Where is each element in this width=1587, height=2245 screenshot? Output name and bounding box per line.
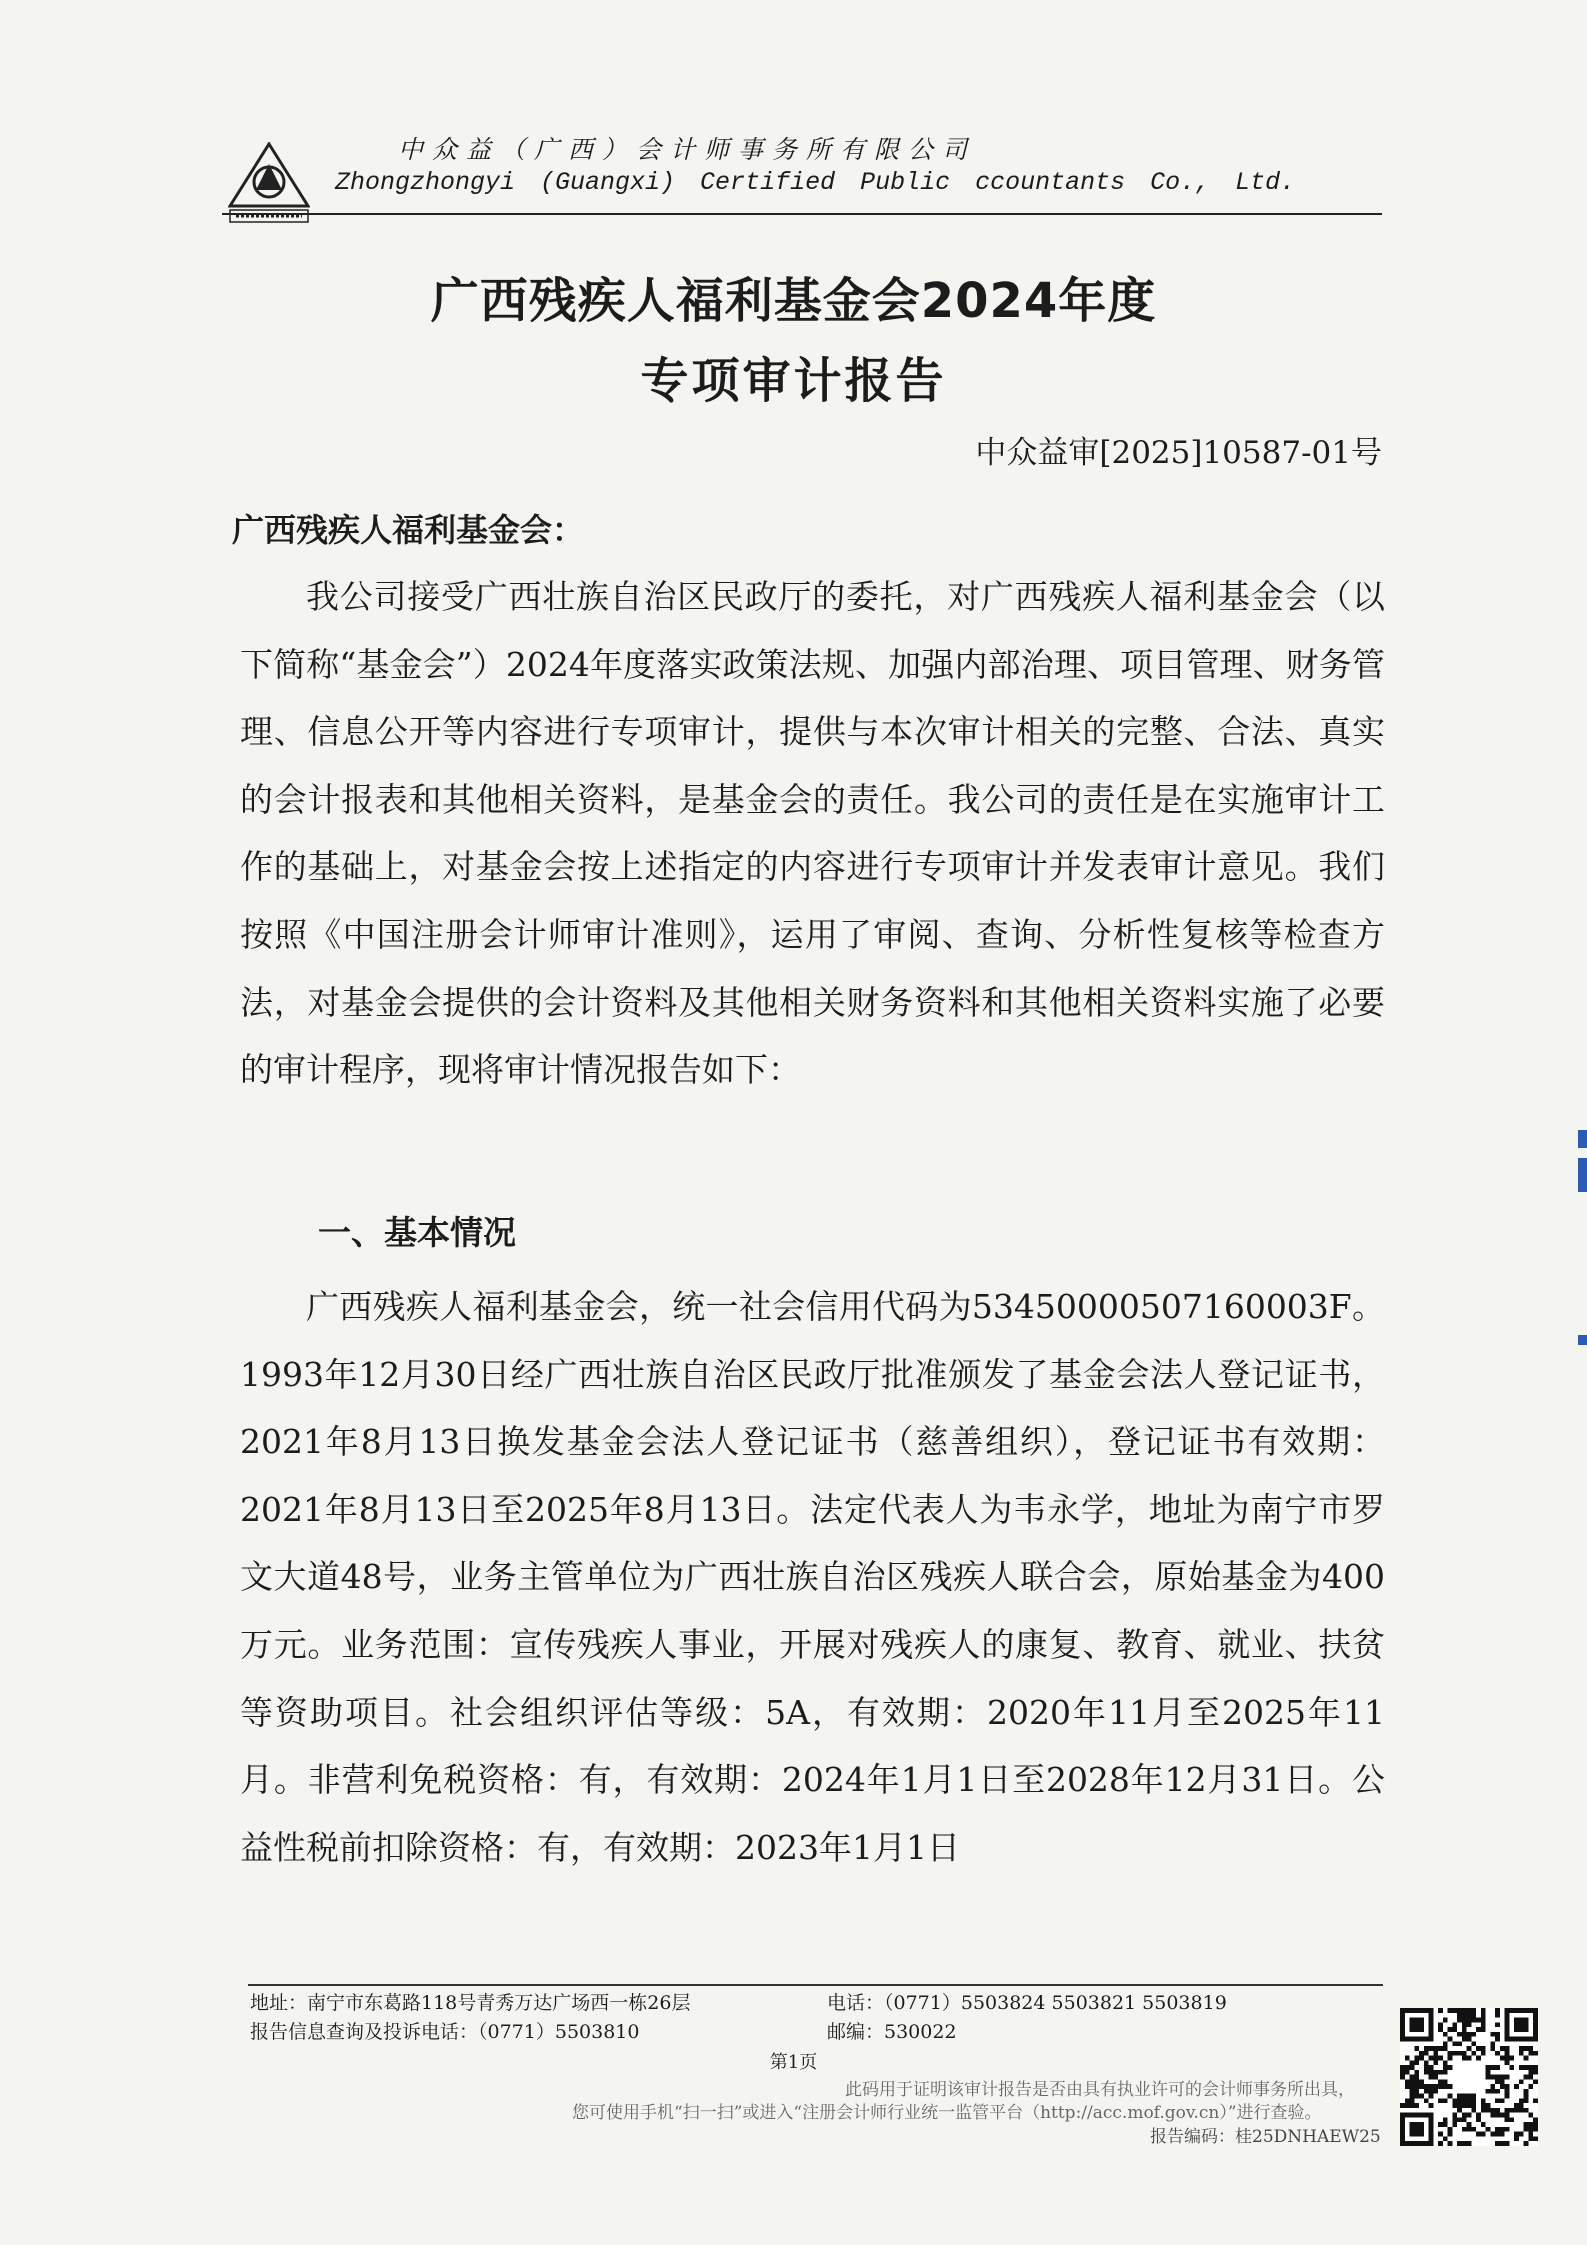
- footer-phone: 电话：（0771）5503824 5503821 5503819: [827, 1992, 1227, 2014]
- qr-code-icon[interactable]: [1400, 2008, 1538, 2146]
- report-title-line2: 专项审计报告: [640, 353, 947, 409]
- page-number: 第1页: [769, 2052, 818, 2073]
- intro-section: [240, 563, 1385, 1104]
- header-divider: [222, 213, 1382, 215]
- scan-edge-mark: [1578, 1130, 1587, 1148]
- footer-address: 地址：南宁市东葛路118号青秀万达广场西一栋26层: [250, 1992, 691, 2014]
- firm-logo-icon: [228, 142, 310, 224]
- scan-edge-mark: [1578, 1335, 1587, 1345]
- report-title-line1: 广西残疾人福利基金会2024年度: [430, 273, 1157, 329]
- report-code: 报告编码：桂25DNHAEW25: [1150, 2127, 1381, 2147]
- verification-note-line2: 您可使用手机“扫一扫”或进入“注册会计师行业统一监管平台（http://acc.mof.gov.cn）”进行查验。: [572, 2103, 1322, 2123]
- footer-complaint-phone: 报告信息查询及投诉电话：（0771）5503810: [250, 2021, 640, 2043]
- basic-info-section: [240, 1273, 1385, 1881]
- footer-postcode: 邮编：530022: [827, 2021, 957, 2043]
- report-number: 中众益审[2025]10587-01号: [975, 435, 1382, 471]
- section-heading-basic-info: 一、基本情况: [318, 1213, 516, 1252]
- verification-note-line1: 此码用于证明该审计报告是否由具有执业许可的会计师事务所出具，: [845, 2080, 1355, 2100]
- firm-name-chinese: 中众益（广西）会计师事务所有限公司: [398, 135, 977, 164]
- basic-info-paragraph: 广西残疾人福利基金会，统一社会信用代码为53450000507160003F。1993年12月30日经广西壮族自治区民政厅批准颁发了基金会法人登记证书，2021年8月13日换发基金会法人登记证书（慈善组织），登记证书有效期：2021年8月13日至2025年8月13日。法定代表人为韦永学，地址为南宁市罗文大道48号，业务主管单位为广西壮族自治区残疾人联合会，原始基金为400万元。业务范围：宣传残疾人事业，开展对残疾人的康复、教育、就业、扶贫等资助项目。社会组织评估等级：5A，有效期：2020年11月至2025年11月。非营利免税资格：有，有效期：2024年1月1日至2028年12月31日。公益性税前扣除资格：有，有效期：2023年1月1日: [240, 1287, 1385, 1867]
- footer-divider: [248, 1984, 1383, 1986]
- scan-edge-mark: [1578, 1158, 1587, 1192]
- intro-paragraph: 我公司接受广西壮族自治区民政厅的委托，对广西残疾人福利基金会（以下简称“基金会”）2024年度落实政策法规、加强内部治理、项目管理、财务管理、信息公开等内容进行专项审计，提供与本次审计相关的完整、合法、真实的会计报表和其他相关资料，是基金会的责任。我公司的责任是在实施审计工作的基础上，对基金会按上述指定的内容进行专项审计并发表审计意见。我们按照《中国注册会计师审计准则》，运用了审阅、查询、分析性复核等检查方法，对基金会提供的会计资料及其他相关财务资料和其他相关资料实施了必要的审计程序，现将审计情况报告如下：: [240, 577, 1385, 1090]
- addressee: 广西残疾人福利基金会：: [232, 511, 585, 549]
- firm-name-english: Zhongzhongyi (Guangxi) Certified Public ccountants Co., Ltd.: [335, 168, 1296, 197]
